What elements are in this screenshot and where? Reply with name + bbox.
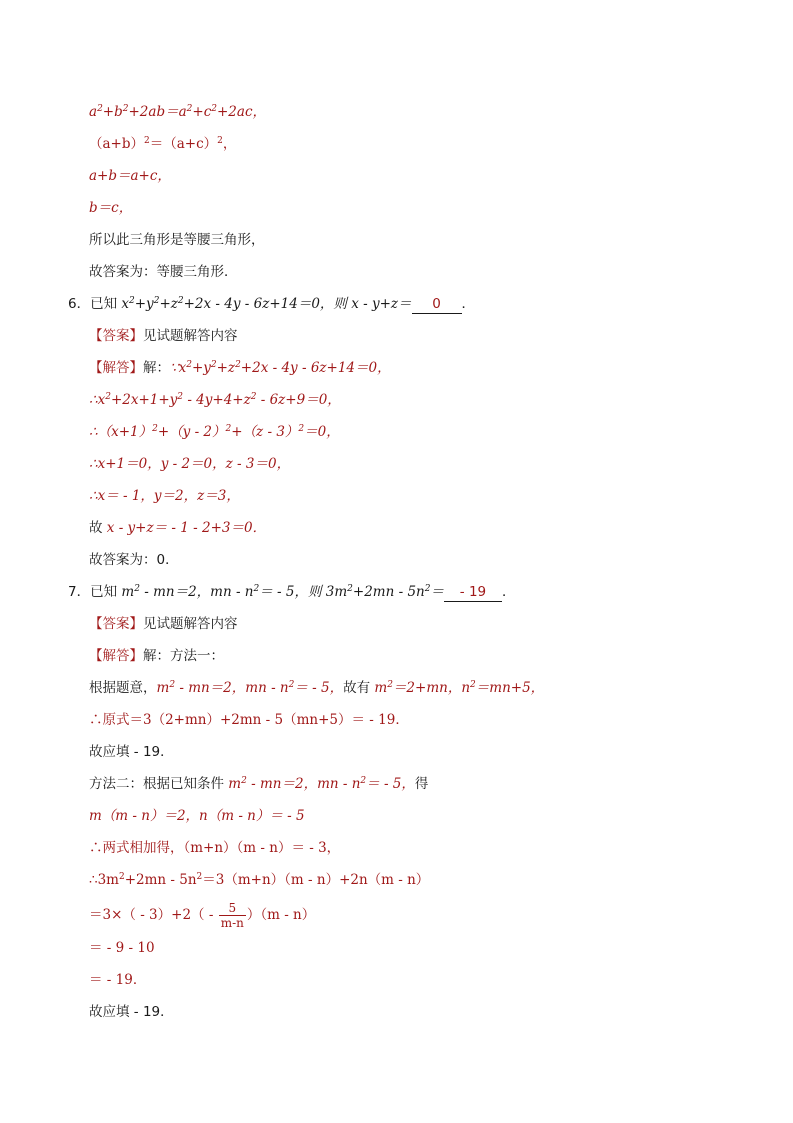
solution-line-2: $\therefore x^2+2x+1+y^2 - 4y+4+z^2 - 6z+9=0$， xyxy=(89,392,341,408)
solution-line-3: ∴原式＝3（2+mn）+2mn - 5（mn+5）＝ - 19． xyxy=(89,712,409,728)
prev-final-answer: 故答案为：等腰三角形． xyxy=(89,264,238,280)
solution-line-11: ＝ - 19． xyxy=(89,972,147,988)
solution-line-2: 根据题意，$m^2 - mn=2$，mn - $n^2= - 5$，故有 $m^2=2+mn$，$n^2=mn+5$， xyxy=(89,680,545,696)
question-number: 6． xyxy=(68,296,91,312)
fraction: $\frac{5}{m-n}$ xyxy=(220,901,244,930)
solution-line-6: 故 x - y+z＝ - 1 - 2+3＝0． xyxy=(89,520,267,536)
prev-solution-line-1: $a^2+b^2+2ab=a^2+c^2+2ac$， xyxy=(89,104,267,120)
question-7-stem: 7．已知 $m^2 - mn=2$，mn - $n^2= - 5$，则 $3m^2+2mn - 5n^2= - 19$ ． xyxy=(68,584,516,600)
final-answer-line: 故答案为：0． xyxy=(89,552,179,568)
solution-line-4: 故应填 - 19． xyxy=(89,744,174,760)
solution-line-9: ＝3×（ - 3）+2（ - $\frac{5}{m-n}$ ）（m - n） xyxy=(89,901,316,930)
solution-line-1: 【解答】解：$\because x^2+y^2+z^2+2x - 4y - 6z+14=0$， xyxy=(89,360,391,376)
solution-line-7: ∴两式相加得，（m+n）（m - n）＝ - 3， xyxy=(89,840,341,856)
solution-line-1: 【解答】解：方法一： xyxy=(89,648,224,664)
solution-line-6: m（m - n）＝2，n（m - n）＝ - 5 xyxy=(89,808,305,824)
prev-solution-line-3: a+b＝a+c， xyxy=(89,168,171,184)
solution-line-10: ＝ - 9 - 10 xyxy=(89,940,155,956)
question-6-stem: 6．已知 $x^2+y^2+z^2+2x - 4y - 6z+14=0$，则 x - y+z＝ 0 ． xyxy=(68,296,476,312)
answer-label: 【答案】见试题解答内容 xyxy=(89,328,238,344)
solution-line-8: $\therefore 3m^2+2mn - 5n^2=3(m+n)(m - n)+2n(m - n)$ xyxy=(89,872,430,888)
prev-solution-line-4: b＝c， xyxy=(89,200,133,216)
prev-solution-line-2: $(a+b)^2=(a+c)^2$， xyxy=(89,136,237,152)
solution-line-5: ∴x＝ - 1，y＝2，z＝3， xyxy=(89,488,240,504)
solution-line-3: $\therefore(x+1)^2+(y - 2)^2+(z - 3)^2=0$， xyxy=(89,424,340,440)
question-number: 7． xyxy=(68,584,91,600)
answer-blank: - 19 xyxy=(444,584,502,602)
prev-conclusion: 所以此三角形是等腰三角形， xyxy=(89,232,265,248)
final-answer-line: 故应填 - 19． xyxy=(89,1004,174,1020)
solution-line-4: ∴x+1＝0，y - 2＝0，z - 3＝0， xyxy=(89,456,291,472)
answer-label: 【答案】见试题解答内容 xyxy=(89,616,238,632)
solution-line-5: 方法二：根据已知条件 $m^2 - mn=2$，mn - $n^2= - 5$，得 xyxy=(89,776,429,792)
answer-blank: 0 xyxy=(412,296,462,314)
